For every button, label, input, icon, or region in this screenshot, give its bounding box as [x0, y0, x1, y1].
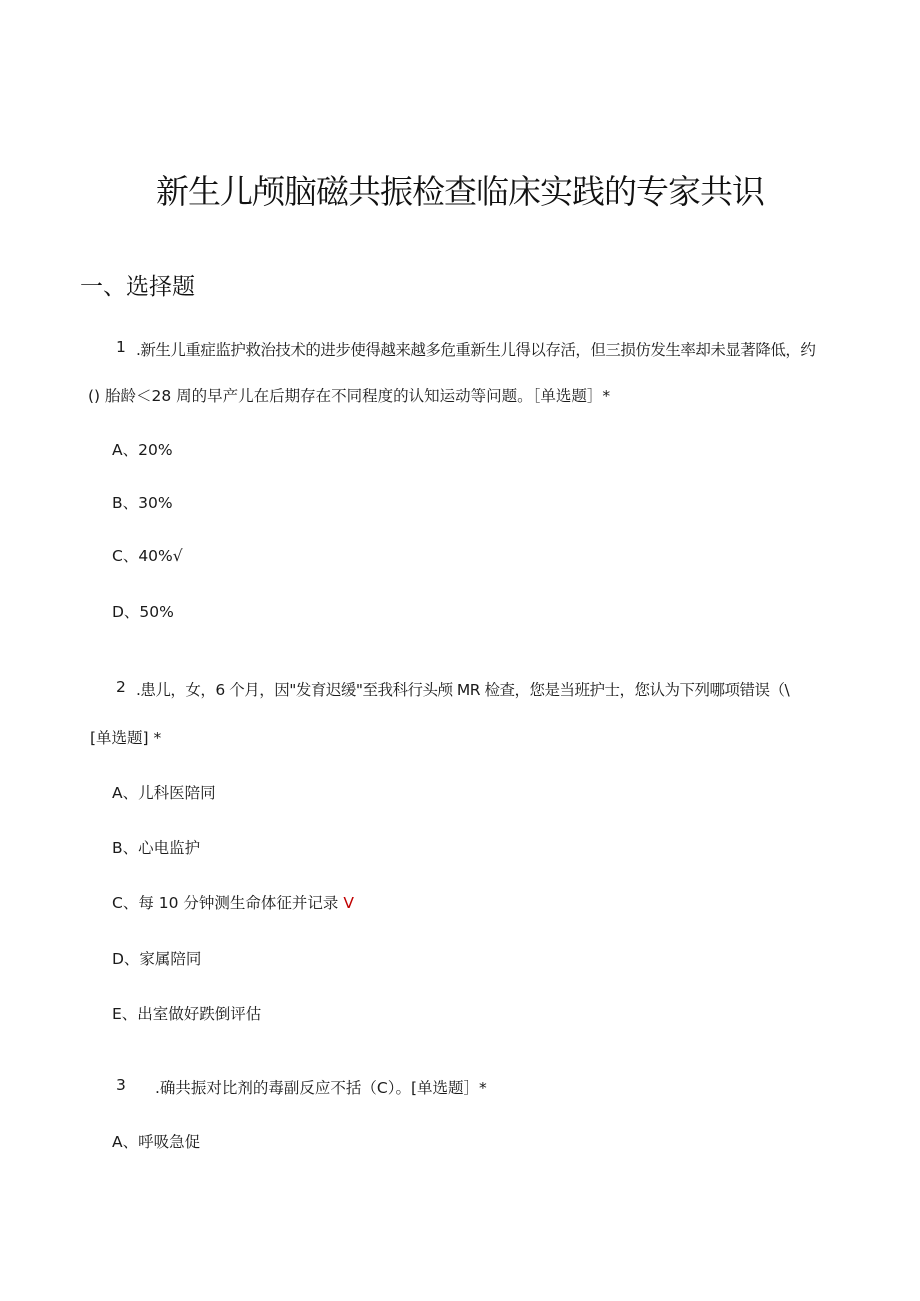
option-c[interactable] [112, 891, 354, 913]
option-d[interactable]: D、50% [112, 603, 174, 621]
option-b[interactable]: B、30% [112, 494, 173, 512]
option-a[interactable]: A、儿科医陪同 [112, 784, 216, 802]
option-a[interactable]: A、呼吸急促 [112, 1133, 201, 1151]
option-e[interactable]: E、出室做好跌倒评估 [112, 1005, 262, 1023]
question-text-line1: .患儿，女，6 个月，因"发育迟缓"至我科行头颅 MR 检查，您是当班护士，您认为下列哪项错误（\ [136, 681, 790, 699]
question-text-line1: .新生儿重症监护救治技术的进步使得越来越多危重新生儿得以存活，但三损仿发生率却未显著降低，约 [136, 341, 816, 359]
section-heading: 一、选择题 [80, 274, 195, 300]
question-number: 1 [116, 338, 126, 356]
document-title: 新生儿颅脑磁共振检查临床实践的专家共识 [156, 172, 764, 211]
option-c-text: C、每 10 分钟测生命体征并记录 [112, 894, 339, 912]
option-d[interactable]: D、家属陪同 [112, 950, 202, 968]
question-number: 3 [116, 1076, 126, 1094]
question-text-line2: [单选题] * [90, 729, 162, 747]
question-text-line1: .确共振对比剂的毒副反应不括（C）。[单选题］* [155, 1079, 487, 1097]
option-c[interactable]: C、40%√ [112, 547, 183, 565]
correct-answer-mark: V [343, 894, 354, 912]
option-b[interactable]: B、心电监护 [112, 839, 201, 857]
option-a[interactable]: A、20% [112, 441, 173, 459]
question-text-line2: () 胎龄＜28 周的早产儿在后期存在不同程度的认知运动等问题。［单选题］* [88, 387, 611, 405]
question-number: 2 [116, 678, 126, 696]
